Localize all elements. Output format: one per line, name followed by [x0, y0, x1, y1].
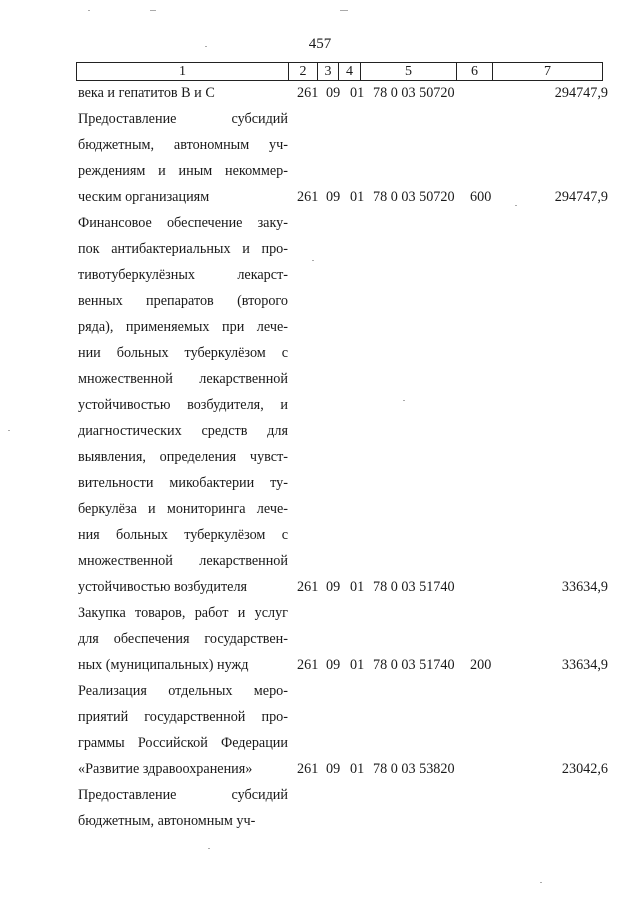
description-line: «Развитие здравоохранения» [78, 761, 253, 777]
row-values [78, 574, 618, 600]
table-row [78, 782, 618, 834]
description-line: ческим организациям [78, 189, 210, 205]
description-line: нии больных туберкулёзом с [78, 345, 288, 361]
table-row [78, 106, 618, 210]
cell-c7: 33634,9 [561, 657, 608, 673]
row-values [78, 80, 618, 106]
scan-speck [150, 10, 156, 11]
cell-c3: 09 [326, 85, 341, 101]
cell-c7: 33634,9 [561, 579, 608, 595]
scan-speck [208, 848, 210, 849]
cell-c3: 09 [326, 189, 341, 205]
description-line: пок антибактериальных и про- [78, 241, 288, 257]
column-header-table [76, 62, 603, 81]
cell-c2: 261 [297, 85, 319, 101]
cell-c2: 261 [297, 579, 319, 595]
cell-c4: 01 [350, 85, 365, 101]
cell-c4: 01 [350, 657, 365, 673]
description-line: вительности микобактерии ту- [78, 475, 288, 491]
column-header-2: 2 [289, 63, 318, 81]
scan-speck [8, 430, 10, 431]
scan-speck [312, 260, 314, 261]
description-line: тивотуберкулёзных лекарст- [78, 267, 288, 283]
scan-speck [205, 46, 207, 47]
page-number: 457 [308, 36, 332, 52]
cell-c2: 261 [297, 189, 319, 205]
cell-c2: 261 [297, 657, 319, 673]
description-line: для обеспечения государствен- [78, 631, 288, 647]
description-line: Предоставление субсидий [78, 787, 288, 803]
column-header-5: 5 [361, 63, 457, 81]
row-values [78, 652, 618, 678]
description-line: выявления, определения чувст- [78, 449, 288, 465]
description-line: множественной лекарственной [78, 371, 288, 387]
column-header-7: 7 [493, 63, 603, 81]
scan-speck [540, 882, 542, 883]
cell-c6: 600 [470, 189, 492, 205]
table-row [78, 600, 618, 678]
description-line: венных препаратов (второго [78, 293, 288, 309]
cell-c5: 78 0 03 50720 [373, 85, 455, 101]
description-line: Реализация отдельных меро- [78, 683, 288, 699]
description-line: ных (муниципальных) нужд [78, 657, 249, 673]
table-row [78, 678, 618, 782]
description-line: ния больных туберкулёзом с [78, 527, 288, 543]
row-values [78, 184, 618, 210]
description-line: беркулёза и мониторинга лече- [78, 501, 288, 517]
column-header-row [77, 63, 603, 81]
cell-c7: 294747,9 [554, 189, 608, 205]
description-line: устойчивостью возбудителя [78, 579, 248, 595]
cell-c4: 01 [350, 189, 365, 205]
description-line: реждениям и иным некоммер- [78, 163, 288, 179]
column-header-6: 6 [457, 63, 493, 81]
cell-c5: 78 0 03 51740 [373, 579, 455, 595]
cell-c3: 09 [326, 657, 341, 673]
description-line: устойчивостью возбудителя, и [78, 397, 288, 413]
table-row [78, 210, 618, 600]
cell-c4: 01 [350, 579, 365, 595]
description-line: множественной лекарственной [78, 553, 288, 569]
cell-c5: 78 0 03 51740 [373, 657, 455, 673]
scan-speck [88, 10, 90, 11]
cell-c5: 78 0 03 53820 [373, 761, 455, 777]
description-line: приятий государственной про- [78, 709, 288, 725]
table-body [78, 80, 618, 834]
description-line: Предоставление субсидий [78, 111, 288, 127]
cell-c3: 09 [326, 579, 341, 595]
row-values [78, 808, 618, 834]
description-line: ряда), применяемых при лече- [78, 319, 288, 335]
column-header-4: 4 [339, 63, 361, 81]
cell-c2: 261 [297, 761, 319, 777]
table-row [78, 80, 618, 106]
scan-speck [515, 205, 517, 206]
cell-c3: 09 [326, 761, 341, 777]
scan-speck [340, 10, 348, 11]
description-line: Закупка товаров, работ и услуг [78, 605, 288, 621]
cell-c7: 294747,9 [554, 85, 608, 101]
description-line: бюджетным, автономным уч- [78, 137, 288, 153]
row-values [78, 756, 618, 782]
column-header-1: 1 [77, 63, 289, 81]
description-line: граммы Российской Федерации [78, 735, 288, 751]
cell-c5: 78 0 03 50720 [373, 189, 455, 205]
cell-c6: 200 [470, 657, 492, 673]
description-line: века и гепатитов В и С [78, 85, 215, 101]
cell-c4: 01 [350, 761, 365, 777]
description-line: бюджетным, автономным уч- [78, 813, 256, 829]
scan-speck [403, 400, 405, 401]
column-header-3: 3 [318, 63, 339, 81]
cell-c7: 23042,6 [561, 761, 608, 777]
description-line: диагностических средств для [78, 423, 288, 439]
description-line: Финансовое обеспечение заку- [78, 215, 288, 231]
